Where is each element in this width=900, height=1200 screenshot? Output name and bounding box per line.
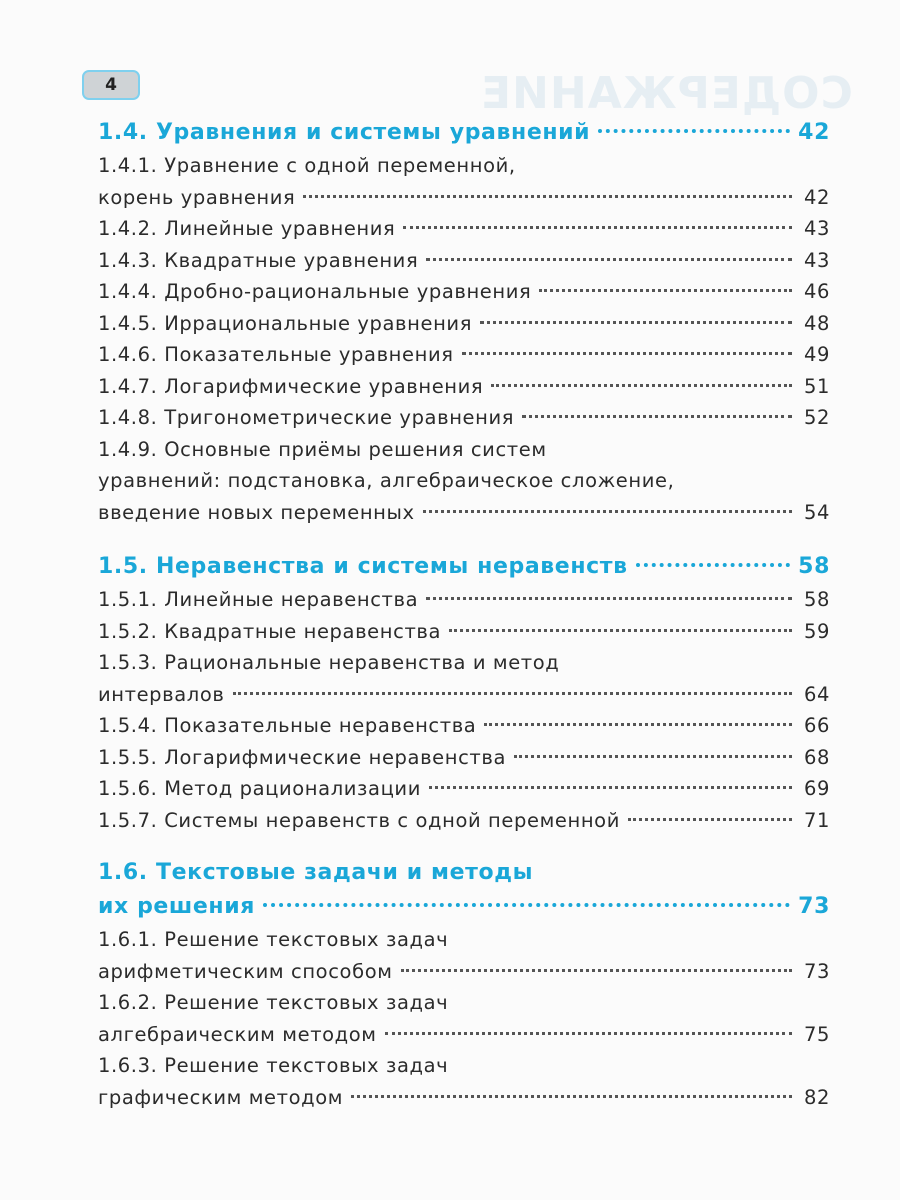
section-title: их решения: [98, 894, 255, 919]
toc-item-text: 1.6.1. Решение текстовых задач: [98, 928, 449, 951]
toc-item-text: 1.4.6. Показательные уравнения: [98, 343, 454, 366]
dot-leader: [484, 723, 792, 726]
toc-item-page: 66: [803, 714, 830, 737]
toc-item-1-6-1-line1[interactable]: [98, 924, 830, 956]
section-title: 1.4. Уравнения и системы уравнений: [98, 120, 591, 145]
toc-item-page: 42: [803, 185, 830, 209]
dot-leader: [598, 129, 790, 133]
toc-item-text: интервалов: [98, 682, 225, 706]
dot-leader: [539, 289, 792, 292]
toc-item-1-4-3[interactable]: [98, 245, 830, 277]
dot-leader: [303, 195, 792, 198]
toc-item-1-4-7[interactable]: [98, 371, 830, 403]
toc-item-1-4-2[interactable]: [98, 213, 830, 245]
dot-leader: [426, 258, 792, 261]
toc-item-page: 52: [803, 406, 830, 429]
toc-item-page: 48: [803, 311, 830, 335]
section-page: 58: [798, 554, 830, 579]
dot-leader: [429, 786, 792, 789]
toc-section-1-6[interactable]: [98, 890, 830, 924]
dot-leader: [426, 597, 792, 600]
toc-item-1-5-7[interactable]: [98, 805, 830, 837]
toc-item-1-5-3-line1[interactable]: [98, 647, 830, 679]
toc-item-1-6-3[interactable]: [98, 1082, 830, 1114]
dot-leader: [423, 510, 792, 513]
section-title: 1.6. Текстовые задачи и методы: [98, 860, 534, 885]
toc-item-1-5-1[interactable]: [98, 584, 830, 616]
dot-leader: [514, 755, 792, 758]
dot-leader: [385, 1032, 792, 1035]
toc-item-text: 1.4.7. Логарифмические уравнения: [98, 374, 484, 398]
toc-item-1-6-2-line1[interactable]: [98, 987, 830, 1019]
toc-item-text: 1.4.8. Тригонометрические уравнения: [98, 406, 515, 429]
toc-section-1-4[interactable]: [98, 116, 830, 150]
toc-item-text: 1.4.5. Иррациональные уравнения: [98, 311, 473, 335]
toc-item-1-4-5[interactable]: [98, 308, 830, 340]
toc-item-page: 49: [803, 343, 830, 366]
dot-leader: [522, 415, 792, 418]
toc-item-text: 1.6.3. Решение текстовых задач: [98, 1054, 449, 1077]
section-title: 1.5. Неравенства и системы неравенств: [98, 554, 628, 579]
toc-item-text: 1.4.4. Дробно-рациональные уравнения: [98, 280, 532, 303]
toc-item-page: 69: [803, 777, 830, 800]
toc-item-text: 1.5.1. Линейные неравенства: [98, 588, 419, 611]
toc-item-text: 1.6.2. Решение текстовых задач: [98, 991, 449, 1014]
toc-item-page: 58: [803, 588, 830, 611]
toc-item-page: 43: [803, 248, 830, 272]
toc-item-1-4-6[interactable]: [98, 339, 830, 371]
toc-item-page: 68: [803, 745, 830, 769]
dot-leader: [263, 903, 790, 907]
dot-leader: [628, 818, 792, 821]
toc-item-page: 54: [803, 500, 830, 524]
toc-item-text: 1.5.4. Показательные неравенства: [98, 714, 477, 737]
dot-leader: [351, 1095, 792, 1098]
toc-item-1-6-2[interactable]: [98, 1019, 830, 1051]
toc-item-text: корень уравнения: [98, 185, 296, 209]
dot-leader: [462, 352, 792, 355]
table-of-contents: [98, 116, 830, 1113]
toc-item-1-4-4[interactable]: [98, 276, 830, 308]
toc-section-1-6-line1[interactable]: [98, 856, 830, 890]
toc-item-page: 71: [803, 808, 830, 832]
toc-item-1-4-9[interactable]: [98, 497, 830, 529]
toc-item-1-5-2[interactable]: [98, 616, 830, 648]
dot-leader: [480, 321, 792, 324]
toc-item-text: 1.5.5. Логарифмические неравенства: [98, 745, 507, 769]
toc-item-1-4-9-line2[interactable]: [98, 465, 830, 497]
toc-item-text: 1.5.2. Квадратные неравенства: [98, 619, 442, 643]
toc-item-1-5-6[interactable]: [98, 773, 830, 805]
toc-item-text: 1.4.9. Основные приёмы решения систем: [98, 437, 547, 461]
toc-item-1-5-5[interactable]: [98, 742, 830, 774]
toc-item-page: 59: [803, 619, 830, 643]
toc-item-page: 51: [803, 374, 830, 398]
toc-item-1-5-4[interactable]: [98, 710, 830, 742]
toc-item-text: 1.4.1. Уравнение с одной переменной,: [98, 154, 516, 177]
toc-section-1-5[interactable]: [98, 550, 830, 584]
toc-item-page: 75: [803, 1022, 830, 1046]
toc-item-1-4-1-line1[interactable]: [98, 150, 830, 182]
toc-item-1-6-3-line1[interactable]: [98, 1050, 830, 1082]
section-page: 42: [798, 120, 830, 145]
show-through-heading: СОДЕРЖАНИЕ: [480, 68, 853, 119]
toc-item-text: графическим методом: [98, 1085, 344, 1109]
toc-item-text: 1.5.6. Метод рационализации: [98, 777, 421, 800]
toc-item-page: 73: [803, 959, 830, 983]
toc-item-text: введение новых переменных: [98, 500, 415, 524]
toc-item-page: 46: [803, 280, 830, 303]
dot-leader: [233, 692, 793, 695]
toc-item-1-6-1[interactable]: [98, 956, 830, 988]
dot-leader: [491, 384, 792, 387]
toc-item-text: 1.5.3. Рациональные неравенства и метод: [98, 651, 560, 674]
toc-item-text: алгебраическим методом: [98, 1022, 377, 1046]
dot-leader: [449, 629, 792, 632]
dot-leader: [401, 969, 792, 972]
toc-item-text: арифметическим способом: [98, 959, 393, 983]
toc-item-text: 1.5.7. Системы неравенств с одной переменной: [98, 808, 620, 832]
toc-item-page: 64: [803, 682, 830, 706]
toc-item-1-4-9-line1[interactable]: [98, 434, 830, 466]
page-number-badge: 4: [82, 70, 140, 100]
toc-item-1-4-8[interactable]: [98, 402, 830, 434]
toc-item-text: 1.4.2. Линейные уравнения: [98, 217, 396, 240]
section-page: 73: [798, 894, 830, 919]
dot-leader: [403, 226, 792, 229]
toc-item-text: уравнений: подстановка, алгебраическое сложение,: [98, 469, 675, 492]
toc-item-page: 43: [803, 217, 830, 240]
toc-item-1-5-3[interactable]: [98, 679, 830, 711]
toc-item-page: 82: [803, 1085, 830, 1109]
toc-item-text: 1.4.3. Квадратные уравнения: [98, 248, 419, 272]
toc-item-1-4-1[interactable]: [98, 182, 830, 214]
dot-leader: [636, 563, 791, 567]
